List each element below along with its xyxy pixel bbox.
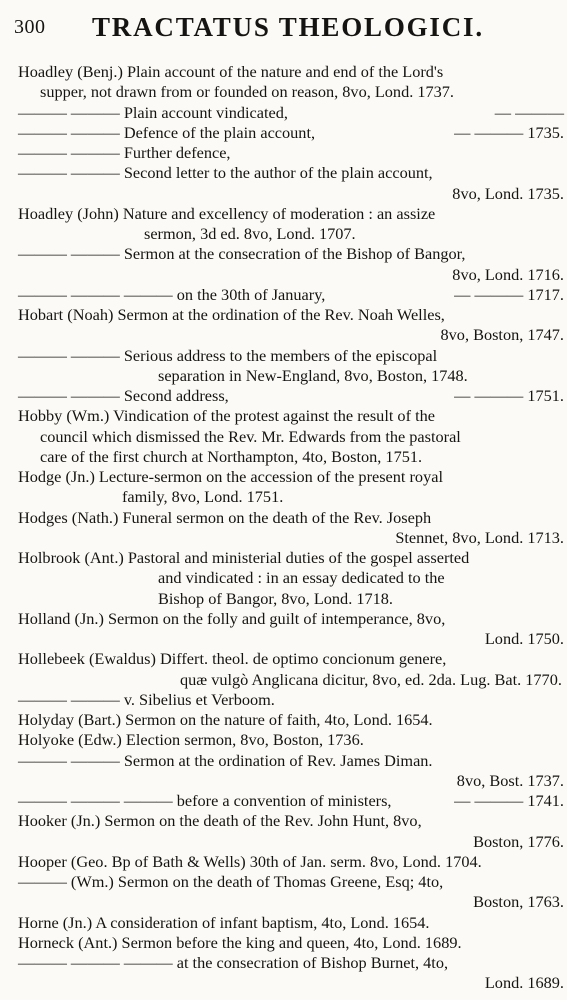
entry-text: Hobart (Noah) Sermon at the ordination of the Rev. Noah Welles, [18,305,445,324]
entry-line [18,81,564,103]
entry-text: ——— ——— ——— before a convention of ministers, [18,791,392,810]
entry-line [18,810,564,832]
entry-imprint: 8vo, Bost. 1737. [456,770,564,790]
entry-text: and vindicated : in an essay dedicated to the [158,568,445,588]
entry-text: ——— (Wm.) Sermon on the death of Thomas Greene, Esq; 4to, [18,872,444,891]
entry-text: Bishop of Bangor, 8vo, Lond. 1718. [158,588,393,608]
entry-line [18,365,564,387]
entry-line [18,851,564,873]
entry-line [18,729,564,751]
entry-text: supper, not drawn from or founded on reason, 8vo, Lond. 1737. [40,82,454,102]
entry-imprint: — ——— 1735. [454,122,564,142]
entry-line [18,871,564,893]
entry-text: Hodge (Jn.) Lecture-sermon on the accession of the present royal [18,467,443,486]
entry-imprint: — ——— [494,102,564,122]
page-number: 300 [14,16,46,38]
entry-text: ——— ——— Plain account vindicated, [18,102,288,122]
entry-text: separation in New-England, 8vo, Boston, 1748. [158,365,468,385]
entry-line [18,831,564,853]
entry-line [18,912,564,934]
entry-text: ——— ——— ——— at the consecration of Bishop Burnet, 4to, [18,953,449,972]
entry-line [18,264,564,286]
entry-line [18,243,564,265]
entry-line [18,203,564,225]
entry-text: ——— ——— Sermon at the consecration of the Bishop of Bangor, [18,244,466,264]
entry-text: Hodges (Nath.) Funeral sermon on the death of the Rev. Joseph [18,507,432,527]
entry-line [18,689,564,711]
entry-line [18,648,564,670]
entry-imprint: Lond. 1750. [484,629,564,648]
entry-line [18,770,564,792]
entry-text: Holland (Jn.) Sermon on the folly and guilt of intemperance, 8vo, [18,608,446,628]
entry-text: ——— ——— Second address, [18,386,229,405]
entry-line [18,426,564,448]
entry-line [18,507,564,529]
entry-line [18,567,564,589]
entry-text: Horneck (Ant.) Sermon before the king and queen, 4to, Lond. 1689. [18,932,462,952]
entry-text: Hollebeek (Ewaldus) Differt. theol. de optimo concionum genere, [18,649,447,669]
entry-text: Hobby (Wm.) Vindication of the protest against the result of the [18,406,435,426]
entry-line [18,588,564,610]
entry-imprint: 8vo, Boston, 1747. [440,325,564,345]
entry-imprint: 8vo, Lond. 1735. [452,183,564,203]
entry-line [18,932,564,954]
entry-line [18,102,564,124]
entry-text: ——— ——— Serious address to the members of the episcopal [18,345,438,365]
entry-line [18,162,564,184]
entry-imprint: 8vo, Lond. 1716. [452,264,564,284]
entry-imprint: Boston, 1763. [473,892,564,912]
entry-text: care of the first church at Northampton, 4to, Boston, 1751. [40,446,423,466]
entry-line [18,183,564,205]
entry-text: ——— ——— Second letter to the author of the plain account, [18,163,433,183]
entry-text: ——— ——— Further defence, [18,143,231,162]
entry-line [18,446,564,468]
entry-text: quæ vulgò Anglicana dicitur, 8vo, ed. 2da. Lug. Bat. 1770. [180,669,562,689]
entry-text: Horne (Jn.) A consideration of infant baptism, 4to, Lond. 1654. [18,912,430,932]
entry-text: family, 8vo, Lond. 1751. [122,487,284,507]
entry-line [18,284,564,306]
entry-text: Holbrook (Ant.) Pastoral and ministerial duties of the gospel asserted [18,548,470,567]
entry-text: Hoadley (John) Nature and excellency of moderation : an assize [18,203,436,223]
entry-text: Hoadley (Benj.) Plain account of the nature and end of the Lord's [18,62,444,81]
entry-imprint: — ——— 1717. [454,284,564,304]
entry-line [18,750,564,772]
entry-imprint: Boston, 1776. [473,831,564,851]
entry-line [18,405,564,427]
entry-line [18,142,564,164]
entry-line [18,304,564,326]
entry-imprint: — ——— 1751. [454,386,564,405]
entry-line [18,891,564,913]
entry-imprint: Lond. 1689. [484,973,564,993]
entry-line [18,385,564,407]
entry-text: Hooker (Jn.) Sermon on the death of the Rev. John Hunt, 8vo, [18,811,422,831]
entry-line [18,628,564,650]
entry-line [18,709,564,731]
entry-line [18,466,564,488]
entry-text: sermon, 3d ed. 8vo, Lond. 1707. [144,224,356,243]
entry-line [18,61,564,83]
entry-imprint: — ——— 1741. [454,791,564,810]
entry-line [18,345,564,367]
entry-line [18,324,564,346]
entry-line [18,790,564,812]
entry-line [18,608,564,630]
entry-text: ——— ——— Defence of the plain account, [18,122,316,142]
entry-line [18,547,564,569]
entry-text: Holyday (Bart.) Sermon on the nature of faith, 4to, Lond. 1654. [18,710,433,729]
page-header [14,12,559,46]
entry-line [18,486,564,508]
entry-line [18,669,564,691]
entry-text: ——— ——— ——— on the 30th of January, [18,284,326,304]
entry-text: ——— ——— Sermon at the ordination of Rev. James Diman. [18,750,433,770]
entry-text: council which dismissed the Rev. Mr. Edwards from the pastoral [40,426,461,446]
entry-text: ——— ——— v. Sibelius et Verboom. [18,689,275,709]
entry-line [18,527,564,549]
entry-text: Holyoke (Edw.) Election sermon, 8vo, Boston, 1736. [18,730,364,750]
entry-line [18,952,564,974]
entry-line [18,122,564,144]
entry-line [18,972,564,994]
entry-text: Hooper (Geo. Bp of Bath & Wells) 30th of Jan. serm. 8vo, Lond. 1704. [18,851,482,871]
entry-line [18,223,564,245]
entry-imprint: Stennet, 8vo, Lond. 1713. [395,527,564,547]
page-title: TRACTATUS THEOLOGICI. [92,12,484,42]
